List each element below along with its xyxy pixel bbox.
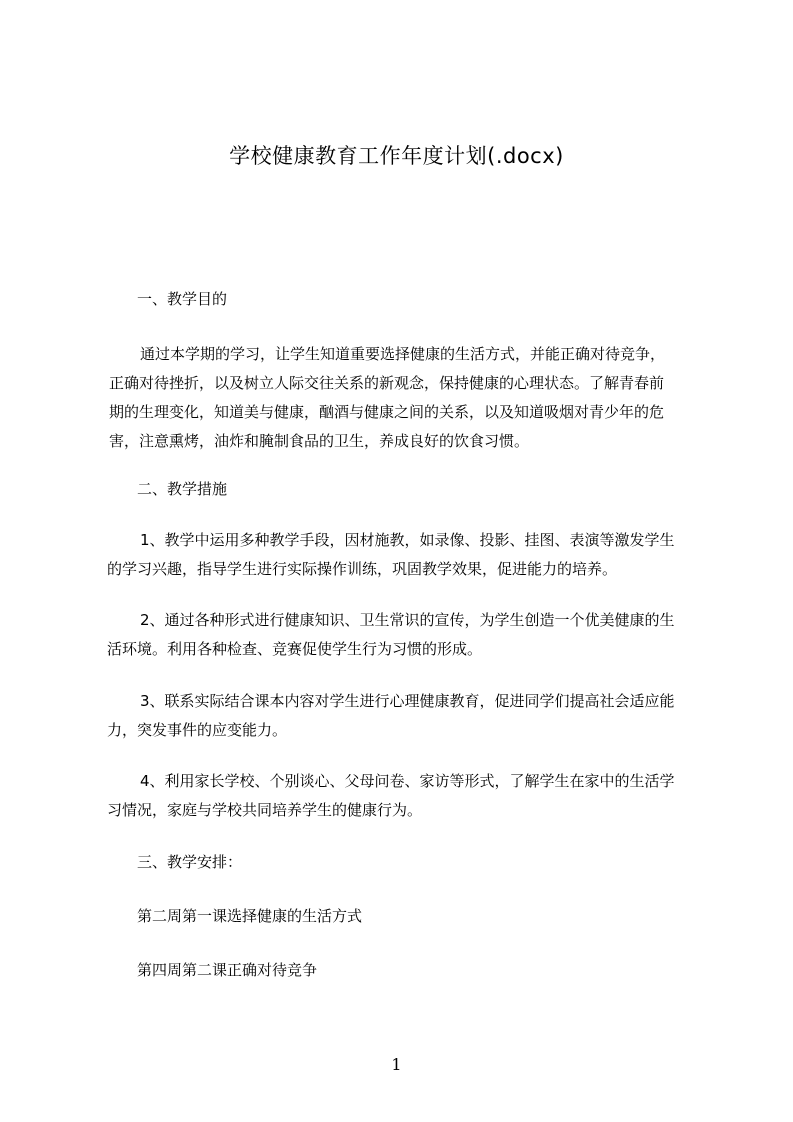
list-item-line: 力，突发事件的应变能力。 bbox=[107, 721, 288, 739]
paragraph-line: 通过本学期的学习，让学生知道重要选择健康的生活方式，并能正确对待竞争， bbox=[140, 345, 666, 363]
section-heading-teaching-goals: 一、教学目的 bbox=[137, 290, 228, 308]
list-item-line: 3、联系实际结合课本内容对学生进行心理健康教育，促进同学们提高社会适应能 bbox=[140, 692, 675, 710]
list-item-line: 活环境。利用各种检查、竞赛促使学生行为习惯的形成。 bbox=[107, 640, 483, 658]
list-item-line: 1、教学中运用多种教学手段，因材施教，如录像、投影、挂图、表演等激发学生 bbox=[140, 531, 675, 549]
section-heading-teaching-schedule: 三、教学安排： bbox=[137, 853, 243, 871]
paragraph-line: 正确对待挫折，以及树立人际交往关系的新观念，保持健康的心理状态。了解青春前 bbox=[109, 374, 665, 392]
section-heading-teaching-measures: 二、教学措施 bbox=[137, 480, 228, 498]
schedule-item: 第四周第二课正确对待竞争 bbox=[137, 961, 318, 979]
list-item-line: 2、通过各种形式进行健康知识、卫生常识的宣传，为学生创造一个优美健康的生 bbox=[140, 611, 675, 629]
document-title: 学校健康教育工作年度计划(.docx) bbox=[229, 144, 564, 168]
paragraph-line: 害，注意熏烤，油炸和腌制食品的卫生，养成良好的饮食习惯。 bbox=[109, 432, 530, 450]
list-item-line: 4、利用家长学校、个别谈心、父母问卷、家访等形式，了解学生在家中的生活学 bbox=[140, 772, 675, 790]
paragraph-line: 期的生理变化，知道美与健康，酗酒与健康之间的关系，以及知道吸烟对青少年的危 bbox=[109, 403, 665, 421]
schedule-item: 第二周第一课选择健康的生活方式 bbox=[137, 907, 363, 925]
list-item-line: 习情况，家庭与学校共同培养学生的健康行为。 bbox=[107, 801, 423, 819]
page-number: 1 bbox=[391, 1055, 402, 1074]
list-item-line: 的学习兴趣，指导学生进行实际操作训练，巩固教学效果，促进能力的培养。 bbox=[107, 560, 618, 578]
